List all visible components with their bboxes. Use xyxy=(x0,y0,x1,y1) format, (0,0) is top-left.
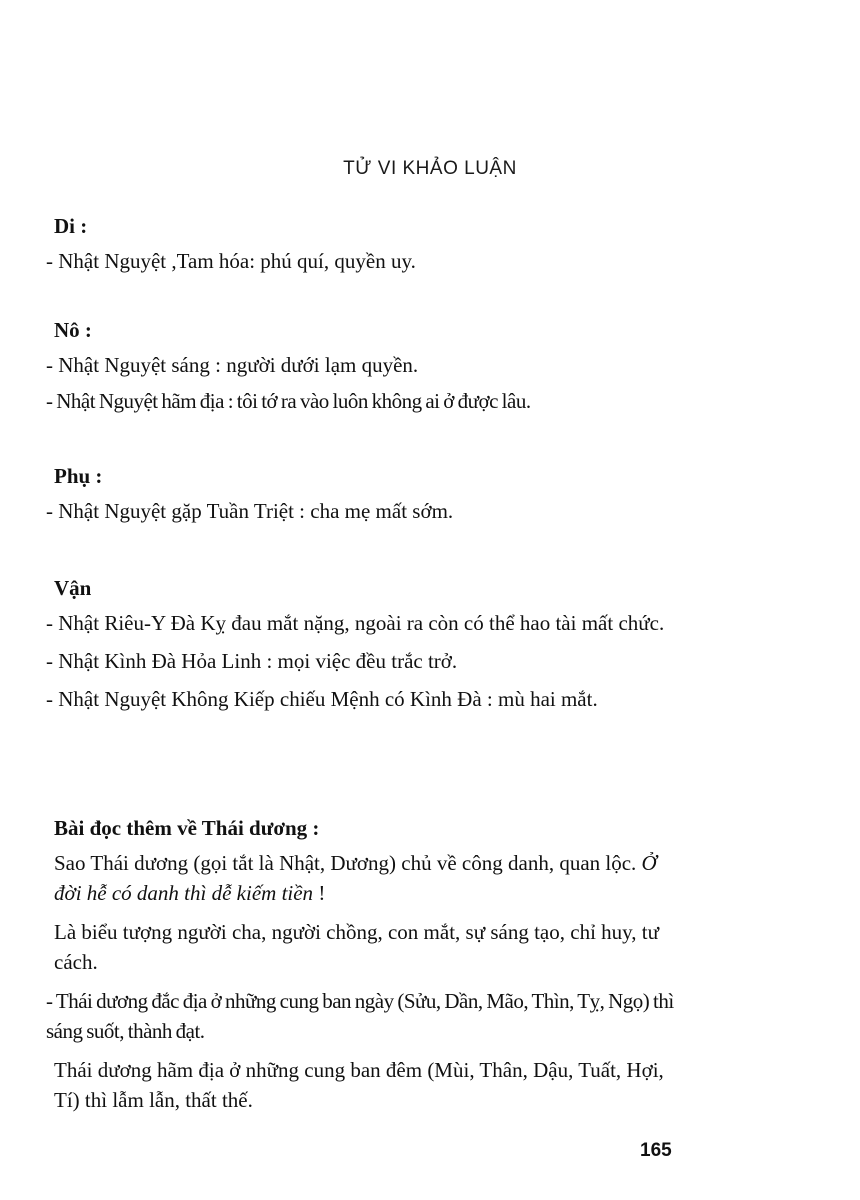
reading-heading: Bài đọc thêm về Thái dương : xyxy=(54,816,320,840)
italic-emphasis: Ở đời hễ có danh thì dễ kiếm tiền xyxy=(54,851,657,905)
section-heading: Di : xyxy=(54,214,88,238)
reading-paragraph-2: Là biểu tượng người cha, người chồng, con mắt, sự sáng tạo, chỉ huy, tư cách. xyxy=(54,920,660,974)
page-number: 165 xyxy=(640,1140,672,1161)
running-head: TỬ VI KHẢO LUẬN xyxy=(343,158,517,179)
section-line: - Nhật Nguyệt Không Kiếp chiếu Mệnh có Kình Đà : mù hai mắt. xyxy=(46,687,598,711)
section-line: - Nhật Nguyệt sáng : người dưới lạm quyền. xyxy=(46,353,419,377)
section-line: - Nhật Nguyệt gặp Tuần Triệt : cha mẹ mất sớm. xyxy=(46,499,454,523)
section-line: - Nhật Nguyệt hãm địa : tôi tớ ra vào luôn không ai ở được lâu. xyxy=(46,389,531,413)
section-heading: Vận xyxy=(54,576,92,600)
section-no xyxy=(46,316,686,418)
section-heading: Nô : xyxy=(54,318,92,342)
reading-paragraph-1 xyxy=(46,848,686,908)
section-line: - Nhật Riêu-Y Đà Kỵ đau mắt nặng, ngoài ra còn có thể hao tài mất chức. xyxy=(46,611,665,635)
section-phu xyxy=(46,462,686,528)
reading-paragraph-3: - Thái dương đắc địa ở những cung ban ngày (Sửu, Dần, Mão, Thìn, Tỵ, Ngọ) thì sáng suốt, thành đạt. xyxy=(46,989,674,1043)
section-van xyxy=(46,574,686,716)
section-heading: Phụ : xyxy=(54,464,103,488)
section-di xyxy=(46,212,686,278)
paragraph-text: Sao Thái dương (gọi tắt là Nhật, Dương) chủ về công danh, quan lộc. xyxy=(54,851,642,875)
section-line: - Nhật Kình Đà Hỏa Linh : mọi việc đều trắc trở. xyxy=(46,649,458,673)
reading-paragraph-4: Thái dương hãm địa ở những cung ban đêm (Mùi, Thân, Dậu, Tuất, Hợi, Tí) thì lẫm lẫn, thất thế. xyxy=(54,1058,664,1112)
reading-section xyxy=(46,814,686,1124)
paragraph-text: ! xyxy=(313,881,326,905)
section-line: - Nhật Nguyệt ,Tam hóa: phú quí, quyền uy. xyxy=(46,249,416,273)
